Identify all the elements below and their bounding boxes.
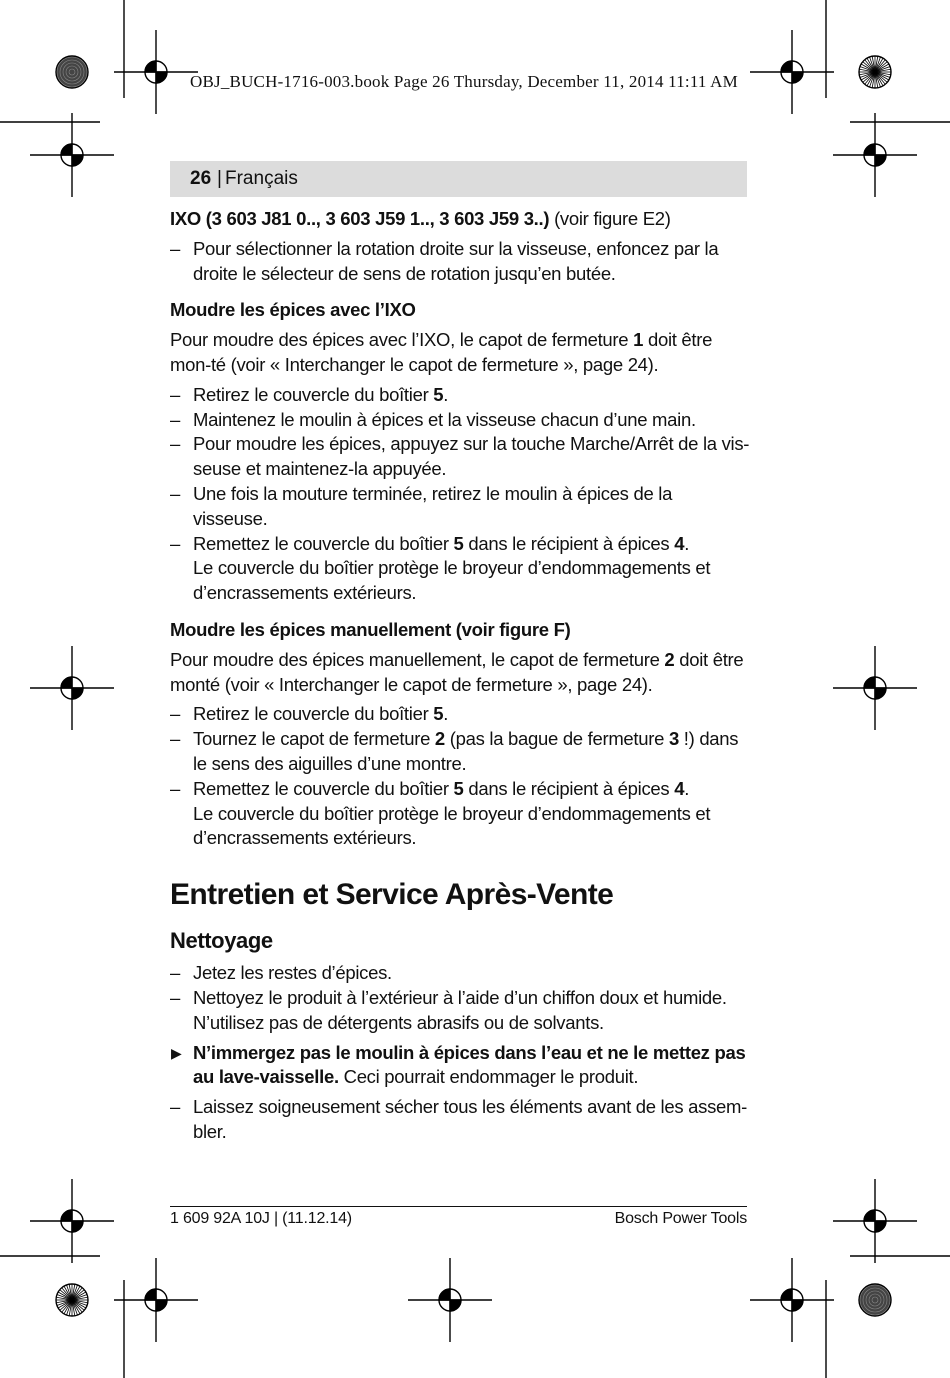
list-dash: – xyxy=(170,408,180,430)
ixo-heading-figure: (voir figure E2) xyxy=(549,208,671,229)
part-number: 5 xyxy=(433,703,444,725)
list-item-note: Le couvercle du boîtier protège le broyeur d’endommagements et d’encrassements extérieurs. xyxy=(193,557,711,604)
list-dash: – xyxy=(170,237,180,259)
list-item xyxy=(170,961,750,986)
list-item xyxy=(170,727,750,777)
list-dash: – xyxy=(170,532,180,554)
text-run: Jetez les restes d’épices. xyxy=(193,962,392,984)
page-content xyxy=(170,207,750,1145)
list-item-text: Pour sélectionner la rotation droite sur la visseuse, enfoncez par la droite le sélecteur de sens de rotation jusqu’en butée. xyxy=(193,237,719,284)
list-item-note: Le couvercle du boîtier protège le broyeur d’endommagements et d’encrassements extérieurs. xyxy=(193,802,711,849)
part-number: 4 xyxy=(674,777,685,799)
text-run: Pour moudre les épices, appuyez sur la touche Marche/Arrêt de la vis-seuse et maintenez-la appuyée. xyxy=(193,433,750,480)
crosshair-mark-icon xyxy=(750,1258,834,1342)
text-run: (pas la bague de fermeture xyxy=(444,728,669,750)
chapter-heading: Entretien et Service Après-Vente xyxy=(170,878,614,912)
crosshair-mark-icon xyxy=(30,113,114,197)
section-heading-grind-ixo: Moudre les épices avec l’IXO xyxy=(170,299,416,321)
list-item xyxy=(170,408,750,433)
warning-text-bold: N’immergez pas le moulin à épices dans l’eau et ne le mettez pas au lave-vaisselle. xyxy=(193,1041,746,1088)
text-run: Nettoyez le produit à l’extérieur à l’aide d’un chiffon doux et humide. N’utilisez pas de détergents abrasifs ou de solvants. xyxy=(193,986,727,1033)
list-dash: – xyxy=(170,383,180,405)
text-run: Pour moudre des épices manuellement, le capot de fermeture xyxy=(170,648,665,670)
part-number: 4 xyxy=(674,532,685,554)
page-language: Français xyxy=(225,168,298,189)
page-header-bar xyxy=(170,161,747,197)
crosshair-mark-icon xyxy=(30,1179,114,1263)
list-item xyxy=(170,482,750,532)
ixo-heading xyxy=(170,207,750,232)
text-run: Maintenez le moulin à épices et la visseuse chacun d’une main. xyxy=(193,408,696,430)
text-run: doit être mon-té (voir « Interchanger le capot de fermeture », page 24). xyxy=(170,329,713,375)
text-run: Remettez le couvercle du boîtier xyxy=(193,532,454,554)
section-heading-grind-manual: Moudre les épices manuellement (voir figure F) xyxy=(170,618,571,640)
part-number: 2 xyxy=(434,728,445,750)
registration-disc-icon xyxy=(56,56,88,88)
registration-disc-icon xyxy=(859,1284,891,1316)
text-run: Pour moudre des épices avec l’IXO, le capot de fermeture xyxy=(170,329,634,351)
list-item xyxy=(170,532,750,606)
text-run: . xyxy=(684,777,690,799)
list-dash: – xyxy=(170,962,180,984)
text-run: Retirez le couvercle du boîtier xyxy=(193,383,434,405)
crosshair-mark-icon xyxy=(833,113,917,197)
paragraph xyxy=(170,328,750,378)
crosshair-mark-icon xyxy=(833,1179,917,1263)
text-run: dans le récipient à épices xyxy=(463,532,675,554)
part-number: 5 xyxy=(433,383,444,405)
part-number: 1 xyxy=(633,329,644,351)
registration-star-icon xyxy=(859,56,891,88)
text-run: Retirez le couvercle du boîtier xyxy=(193,703,434,725)
list-item xyxy=(170,383,750,408)
list-item xyxy=(170,432,750,482)
text-run: . xyxy=(684,532,690,554)
text-run: . xyxy=(443,703,449,725)
print-header: OBJ_BUCH-1716-003.book Page 26 Thursday, December 11, 2014 11:11 AM xyxy=(190,72,738,91)
part-number: 5 xyxy=(453,532,464,554)
text-run: . xyxy=(443,383,449,405)
crosshair-mark-icon xyxy=(114,30,198,114)
warning-text: Ceci pourrait endommager le produit. xyxy=(338,1066,639,1088)
list-dash: – xyxy=(170,986,180,1008)
section-heading-cleaning: Nettoyage xyxy=(170,928,273,954)
page-header-separator: | xyxy=(217,168,222,189)
list-item xyxy=(170,777,750,851)
list-item xyxy=(170,702,750,727)
text-run: Une fois la mouture terminée, retirez le moulin à épices de la visseuse. xyxy=(193,482,673,529)
list-dash: – xyxy=(170,728,180,750)
footer-document-id: 1 609 92A 10J | (11.12.14) xyxy=(170,1210,352,1227)
text-run: !) dans le sens des aiguilles d’une montre. xyxy=(193,728,739,774)
crosshair-mark-icon xyxy=(408,1258,492,1342)
list-item xyxy=(170,1095,750,1145)
text-run: doit être monté (voir « Interchanger le capot de fermeture », page 24). xyxy=(170,648,744,695)
list-dash: – xyxy=(170,1096,180,1118)
footer-rule xyxy=(170,1206,747,1207)
list-dash: – xyxy=(170,482,180,504)
list-item xyxy=(170,986,750,1036)
crosshair-mark-icon xyxy=(30,646,114,730)
footer-brand: Bosch Power Tools xyxy=(614,1210,747,1227)
part-number: 5 xyxy=(453,777,464,799)
warning-triangle-icon: ▶ xyxy=(171,1044,182,1061)
part-number: 3 xyxy=(668,728,679,750)
text-run: dans le récipient à épices xyxy=(463,777,675,799)
list-item xyxy=(170,237,750,287)
warning-item xyxy=(170,1041,750,1091)
list-dash: – xyxy=(170,433,180,455)
list-dash: – xyxy=(170,703,180,725)
registration-star-icon xyxy=(56,1284,88,1316)
paragraph xyxy=(170,648,750,698)
page-number: 26 xyxy=(190,168,212,189)
text-run: Remettez le couvercle du boîtier xyxy=(193,777,454,799)
text-run: Tournez le capot de fermeture xyxy=(193,728,435,750)
text-run: Laissez soigneusement sécher tous les éléments avant de les assem-bler. xyxy=(193,1096,747,1142)
ixo-heading-models: IXO (3 603 J81 0.., 3 603 J59 1.., 3 603 J59 3..) xyxy=(170,208,550,229)
crosshair-mark-icon xyxy=(114,1258,198,1342)
part-number: 2 xyxy=(664,648,675,670)
list-dash: – xyxy=(170,777,180,799)
crosshair-mark-icon xyxy=(833,646,917,730)
